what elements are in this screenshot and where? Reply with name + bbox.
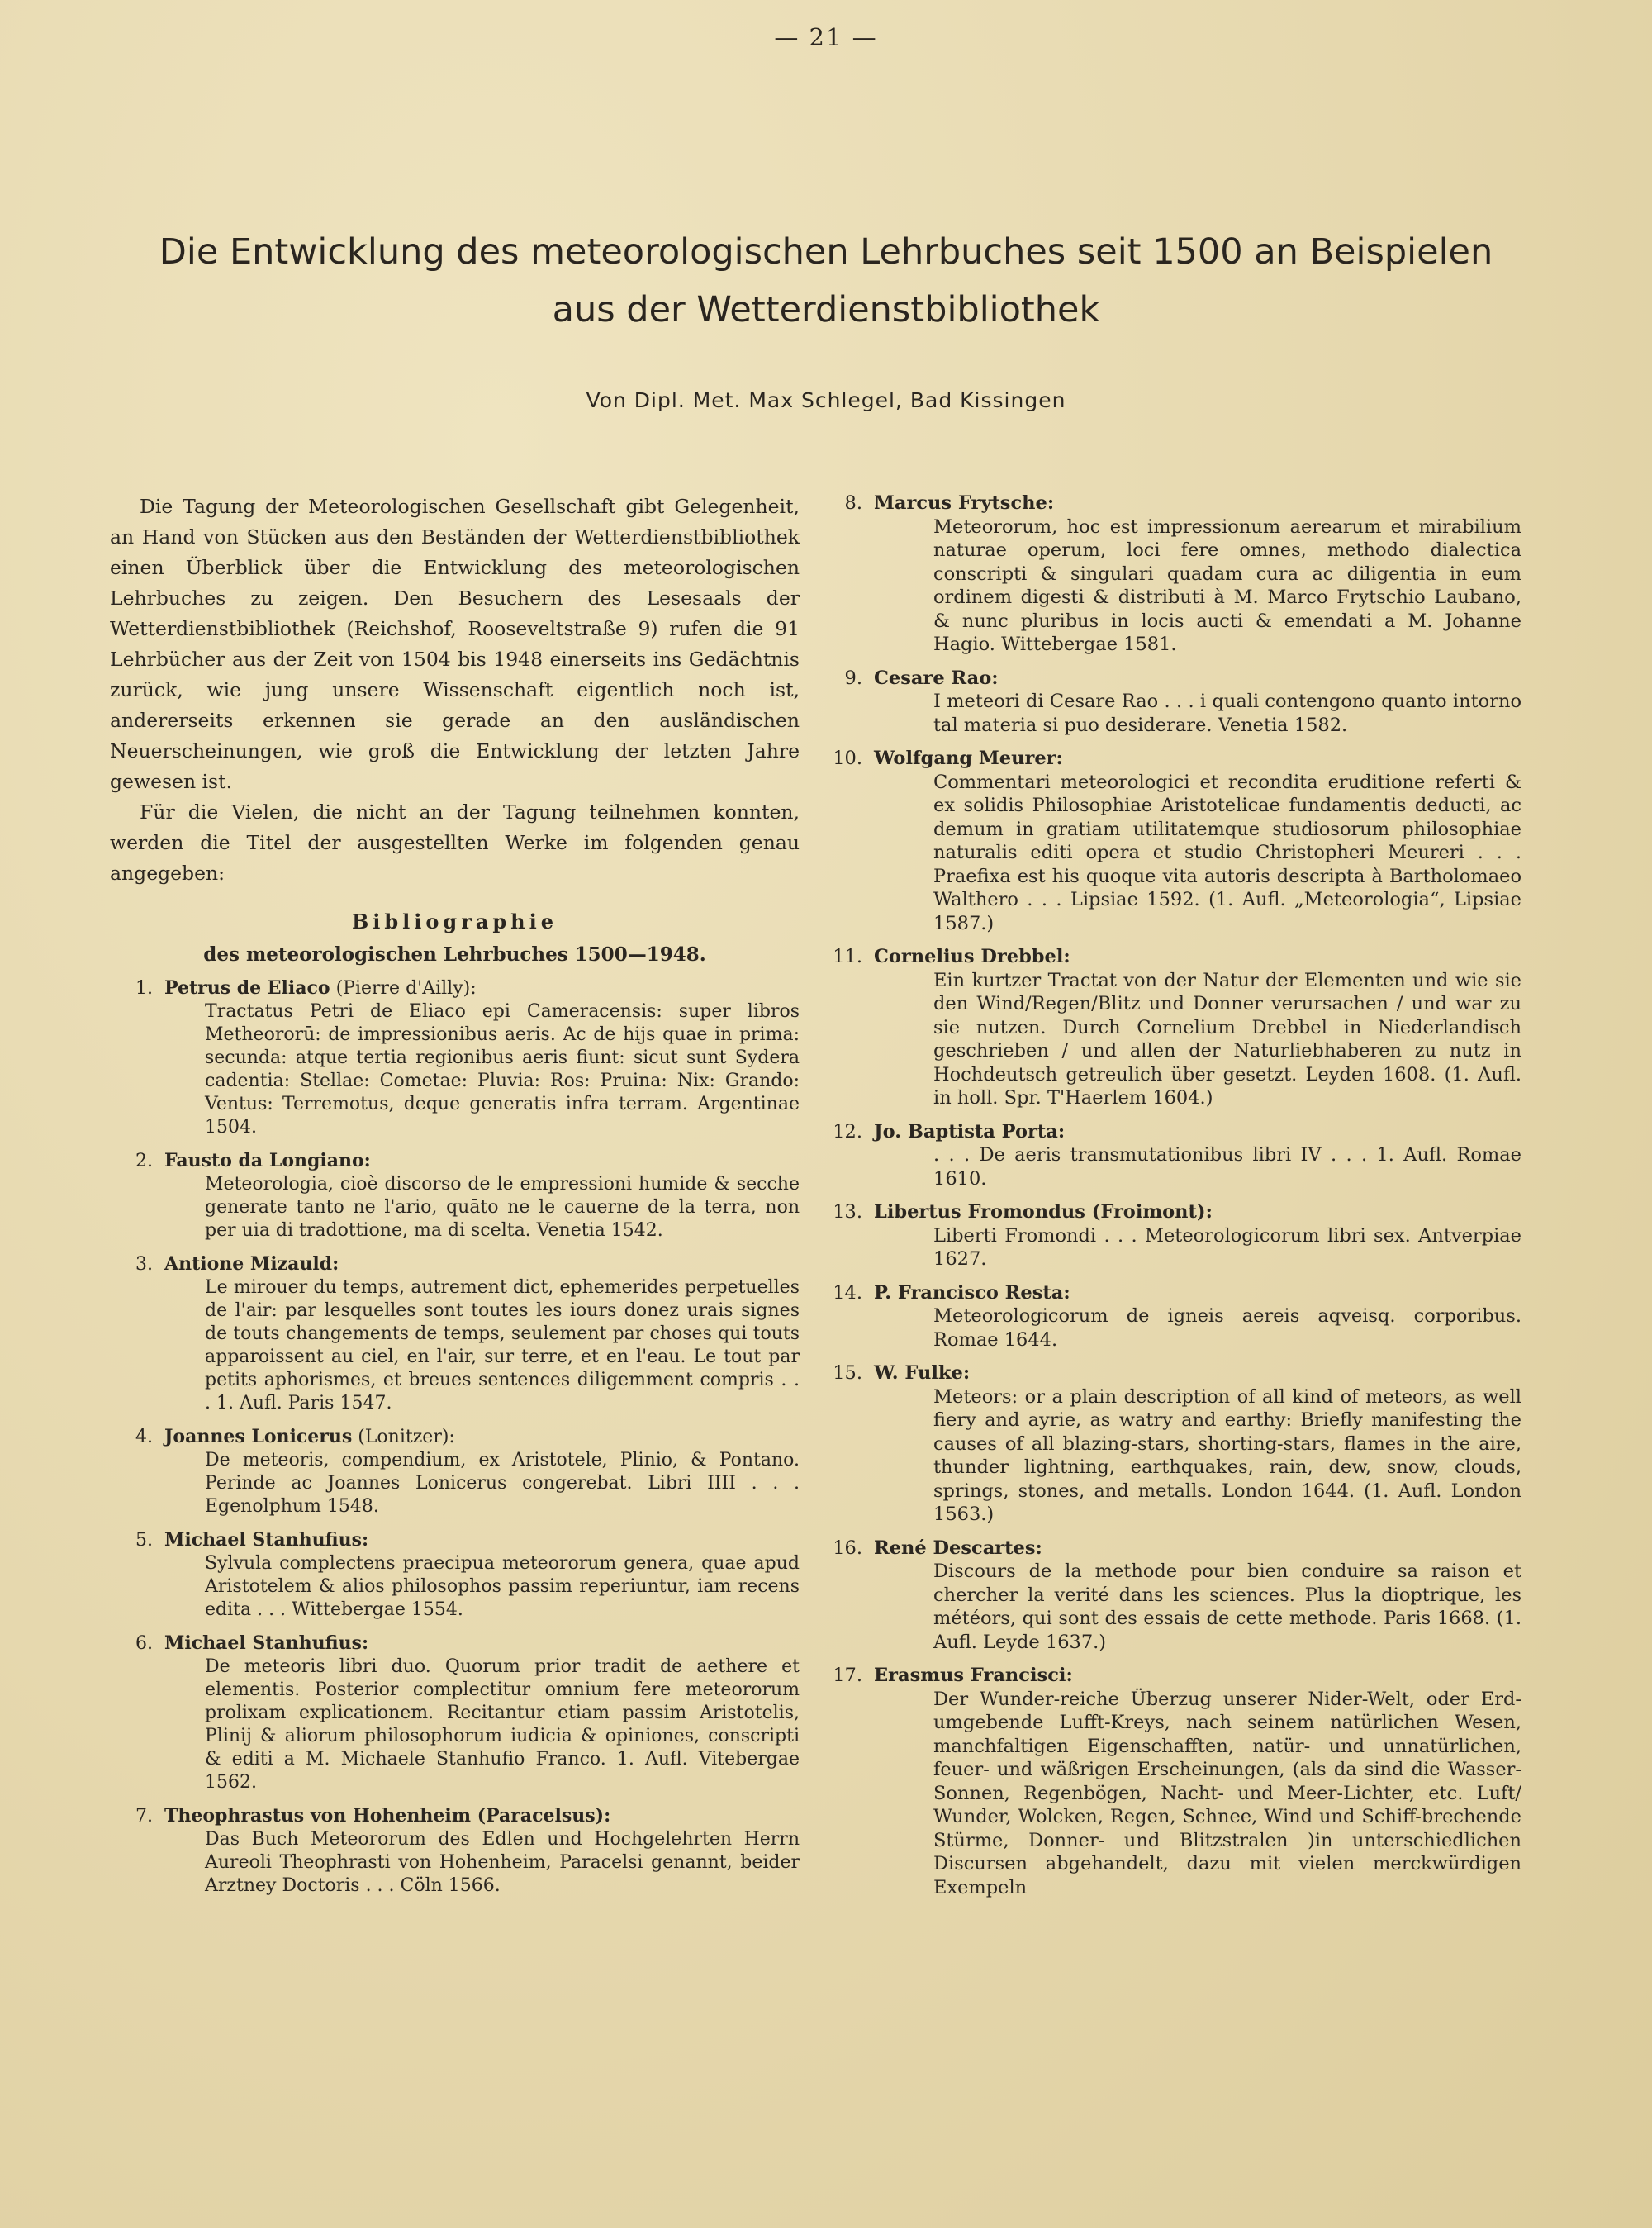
author-byline: Von Dipl. Met. Max Schlegel, Bad Kissingen xyxy=(586,388,1066,412)
entry-heading xyxy=(828,1281,1521,1305)
entry-number: 8. xyxy=(844,492,862,514)
entry-heading xyxy=(110,1804,800,1828)
entry-title-text: I meteori di Cesare Rao . . . i quali contengono quanto intorno tal materia si puo desiderare. Venetia 1582. xyxy=(933,691,1521,736)
entry-author: Fausto da Longiano: xyxy=(164,1150,371,1171)
entry-author-alias: (Pierre d'Ailly): xyxy=(330,978,477,999)
bibliography-entry xyxy=(110,1252,800,1415)
entry-author: Petrus de Eliaco xyxy=(164,977,330,999)
entry-author: Cesare Rao: xyxy=(874,667,999,689)
entry-title-text: Discours de la methode pour bien conduire sa raison et chercher la verité dans les sciences. Plus la dioptrique, les météors, qui sont des essais de cette methode. Paris 1668. (1. Aufl. Leyde 1637.) xyxy=(933,1561,1521,1653)
entry-title-text: Liberti Fromondi . . . Meteorologicorum libri sex. Antverpiae 1627. xyxy=(933,1224,1521,1270)
entry-number: 11. xyxy=(833,946,862,967)
bibliography-entry xyxy=(110,1149,800,1242)
entry-author: Jo. Baptista Porta: xyxy=(874,1120,1066,1143)
entry-title-text: Commentari meteorologici et recondita eruditione referti & ex solidis Philosophiae Aristotelicae fundamentis deducti, ac demum in gratiam utilitatemque studiosorum philosophiae naturalis editi opera et studio Christopheri Meureri . . . Praefixa est his quoque vita autoris descripta à Bartholomaeo Walthero . . . Lipsiae 1592. (1. Aufl. „Meteorologia“, Lipsiae 1587.) xyxy=(933,771,1521,934)
bibliography-entry xyxy=(828,1281,1521,1352)
entry-author: Theophrastus von Hohenheim (Paracelsus): xyxy=(164,1805,611,1827)
bibliography-entry xyxy=(828,492,1521,657)
bibliography-entry xyxy=(110,1528,800,1622)
left-entry-list xyxy=(110,976,800,1898)
bibliography-entry xyxy=(828,1664,1521,1899)
right-column xyxy=(828,492,1521,1909)
bibliography-entry xyxy=(828,945,1521,1110)
entry-title-text: Der Wunder-reiche Überzug unserer Nider-Welt, oder Erd-umgebende Lufft-Kreys, nach seinem natürlichen Wesen, manchfaltigen Eigenschafften, natür- und unnatürlichen, feuer- und wäßrigen Erscheinungen, (als da sind die Wasser-Sonnen, Regenbögen, Nacht- und Meer-Lichter, etc. Luft/ Wunder, Wolcken, Regen, Schnee, Wind und Schiff-brechende Stürme, Donner- und Blitzstralen )in unterschiedlichen Discursen abgehandelt, dazu mit vielen merckwürdigen Exempeln xyxy=(933,1688,1521,1898)
entry-heading xyxy=(828,667,1521,691)
bibliography-entry xyxy=(828,1120,1521,1191)
bibliography-entry xyxy=(110,976,800,1139)
entry-heading xyxy=(828,492,1521,515)
bibliography-entry xyxy=(828,667,1521,738)
intro-paragraph-2: Für die Vielen, die nicht an der Tagung teilnehmen konnten, werden die Titel der ausgestellten Werke im folgenden genau angegeben: xyxy=(110,800,800,885)
entry-number: 15. xyxy=(833,1362,862,1384)
entry-author: Erasmus Francisci: xyxy=(874,1665,1073,1686)
entry-author: W. Fulke: xyxy=(874,1362,971,1384)
entry-heading xyxy=(828,1537,1521,1561)
entry-heading xyxy=(110,1632,800,1656)
bibliography-heading xyxy=(110,905,800,971)
entry-heading xyxy=(828,1664,1521,1688)
bibliography-title: Bibliographie xyxy=(351,910,558,933)
bibliography-entry xyxy=(828,1361,1521,1527)
page-number: — 21 — xyxy=(774,23,878,51)
entry-heading xyxy=(828,1361,1521,1385)
entry-title-text: De meteoris libri duo. Quorum prior tradit de aethere et elementis. Posterior complectitur omnium fere meteororum prolixam explicationem. Recitantur etiam passim Aristotelis, Plinij & aliorum philosophorum iudicia & opiniones, conscripti & editi a M. Michaele Stanhufio Franco. 1. Aufl. Vitebergae 1562. xyxy=(205,1656,800,1793)
entry-title-text: De meteoris, compendium, ex Aristotele, Plinio, & Pontano. Perinde ac Joannes Lonicerus congerebat. Libri IIII . . . Egenolphum 1548. xyxy=(205,1450,800,1517)
entry-author: Joannes Lonicerus xyxy=(164,1426,353,1447)
entry-author-alias: (Lonitzer): xyxy=(352,1427,455,1447)
intro-paragraph-1: Die Tagung der Meteorologischen Gesellschaft gibt Gelegenheit, an Hand von Stücken aus den Beständen der Wetterdienstbibliothek einen Überblick über die Entwicklung des meteorologischen Lehrbuches zu zeigen. Den Besuchern des Lesesaals der Wetterdienstbibliothek (Reichshof, Rooseveltstraße 9) rufen die 91 Lehrbücher aus der Zeit von 1504 bis 1948 einerseits ins Gedächtnis zurück, wie jung unsere Wissenschaft eigentlich noch ist, andererseits erkennen sie gerade an den ausländischen Neuerscheinungen, wie groß die Entwicklung der letzten Jahre gewesen ist. xyxy=(110,495,800,793)
entry-number: 12. xyxy=(833,1120,862,1143)
entry-heading xyxy=(110,1252,800,1276)
entry-number: 16. xyxy=(833,1537,862,1559)
entry-number: 13. xyxy=(833,1201,862,1223)
bibliography-entry xyxy=(828,747,1521,935)
bibliography-subtitle: des meteorologischen Lehrbuches 1500—1948. xyxy=(203,943,706,966)
right-entry-list xyxy=(828,492,1521,1899)
entry-title-text: Tractatus Petri de Eliaco epi Cameracensis: super libros Metheororū: de impressionibus aeris. Ac de hijs quae in prima: secunda: atque tertia regionibus aeris fiunt: sicut sunt Sydera cadentia: Stellae: Cometae: Pluvia: Ros: Pruina: Nix: Grando: Ventus: Terremotus, deque generatis infra terram. Argentinae 1504. xyxy=(205,1001,800,1138)
entry-number: 17. xyxy=(833,1665,862,1686)
entry-author: Michael Stanhufius: xyxy=(164,1632,369,1654)
entry-author: Cornelius Drebbel: xyxy=(874,946,1070,967)
left-column xyxy=(110,492,800,1907)
bibliography-entry xyxy=(828,1200,1521,1271)
entry-title-text: Sylvula complectens praecipua meteororum genera, quae apud Aristotelem & alios philosophos passim reperiuntur, iam recens edita . . . Wittebergae 1554. xyxy=(205,1553,800,1620)
entry-author: Michael Stanhufius: xyxy=(164,1529,369,1551)
entry-author: Marcus Frytsche: xyxy=(874,492,1055,514)
bibliography-entry xyxy=(110,1425,800,1518)
entry-heading xyxy=(828,1120,1521,1144)
entry-author: Wolfgang Meurer: xyxy=(874,748,1063,769)
article-title xyxy=(99,223,1553,339)
entry-number: 9. xyxy=(844,667,862,689)
entry-title-text: . . . De aeris transmutationibus libri IV . . . 1. Aufl. Romae 1610. xyxy=(933,1144,1521,1190)
entry-number: 10. xyxy=(833,748,862,769)
bibliography-entry xyxy=(110,1632,800,1794)
title-line-2: aus der Wetterdienstbibliothek xyxy=(552,289,1100,330)
entry-title-text: Das Buch Meteororum des Edlen und Hochgelehrten Herrn Aureoli Theophrasti von Hohenheim, Paracelsi genannt, beider Arztney Doctoris . . . Cöln 1566. xyxy=(205,1829,800,1896)
entry-number: 4. xyxy=(135,1427,153,1447)
entry-heading xyxy=(110,976,800,1000)
title-line-1: Die Entwicklung des meteorologischen Lehrbuches seit 1500 an Beispielen xyxy=(159,231,1493,273)
bibliography-entry xyxy=(110,1804,800,1898)
entry-title-text: Meteors: or a plain description of all kind of meteors, as well fiery and ayrie, as watry and earthy: Briefly manifesting the causes of all blazing-stars, shorting-stars, flames in the aire, thunder lightning, earthquakes, rain, dew, snow, clouds, springs, stones, and metalls. London 1644. (1. Aufl. London 1563.) xyxy=(933,1385,1521,1525)
entry-number: 3. xyxy=(135,1254,153,1275)
entry-author: P. Francisco Resta: xyxy=(874,1281,1070,1304)
entry-number: 7. xyxy=(135,1806,153,1827)
entry-heading xyxy=(828,945,1521,969)
entry-number: 14. xyxy=(833,1281,862,1304)
entry-heading xyxy=(828,747,1521,771)
entry-heading xyxy=(110,1528,800,1552)
bibliography-entry xyxy=(828,1537,1521,1655)
entry-heading xyxy=(828,1200,1521,1224)
entry-title-text: Ein kurtzer Tractat von der Natur der Elementen und wie sie den Wind/Regen/Blitz und Donner verursachen / und war zu sie nutzen. Durch Cornelium Drebbel in Niederlandisch geschrieben / und allen der Naturliebhaberen zu nutz in Hochdeutsch getreulich über gesetzt. Leyden 1608. (1. Aufl. in holl. Spr. T'Haerlem 1604.) xyxy=(933,969,1521,1109)
entry-author: René Descartes: xyxy=(874,1537,1042,1559)
entry-number: 6. xyxy=(135,1633,153,1654)
entry-number: 1. xyxy=(135,978,153,999)
entry-number: 2. xyxy=(135,1151,153,1171)
entry-title-text: Meteororum, hoc est impressionum aerearum et mirabilium naturae operum, loci fere omnes, methodo dialectica conscripti & singulari quadam cura ac diligentia in eum ordinem digesti & distributi à M. Marco Frytschio Laubano, & nunc pluribus in locis aucti & emendati a M. Johanne Hagio. Wittebergae 1581. xyxy=(933,515,1521,655)
entry-author: Antione Mizauld: xyxy=(164,1253,339,1275)
entry-number: 5. xyxy=(135,1530,153,1551)
entry-heading xyxy=(110,1149,800,1173)
entry-title-text: Le mirouer du temps, autrement dict, ephemerides perpetuelles de l'air: par lesquelles sont toutes les iours donez urais signes de touts changements de temps, seulement par choses qui touts apparoissent au ciel, en l'air, sur terre, et en l'eau. Le tout par petits aphorismes, et breues sentences diligemment compris . . . 1. Aufl. Paris 1547. xyxy=(205,1277,800,1413)
entry-author: Libertus Fromondus (Froimont): xyxy=(874,1201,1213,1223)
entry-heading xyxy=(110,1425,800,1449)
entry-title-text: Meteorologicorum de igneis aereis aqveisq. corporibus. Romae 1644. xyxy=(933,1305,1521,1351)
entry-title-text: Meteorologia, cioè discorso de le empressioni humide & secche generate tanto ne l'ario, quāto ne le cauerne de la terra, non per uia di tradottione, ma di scelta. Venetia 1542. xyxy=(205,1174,800,1241)
